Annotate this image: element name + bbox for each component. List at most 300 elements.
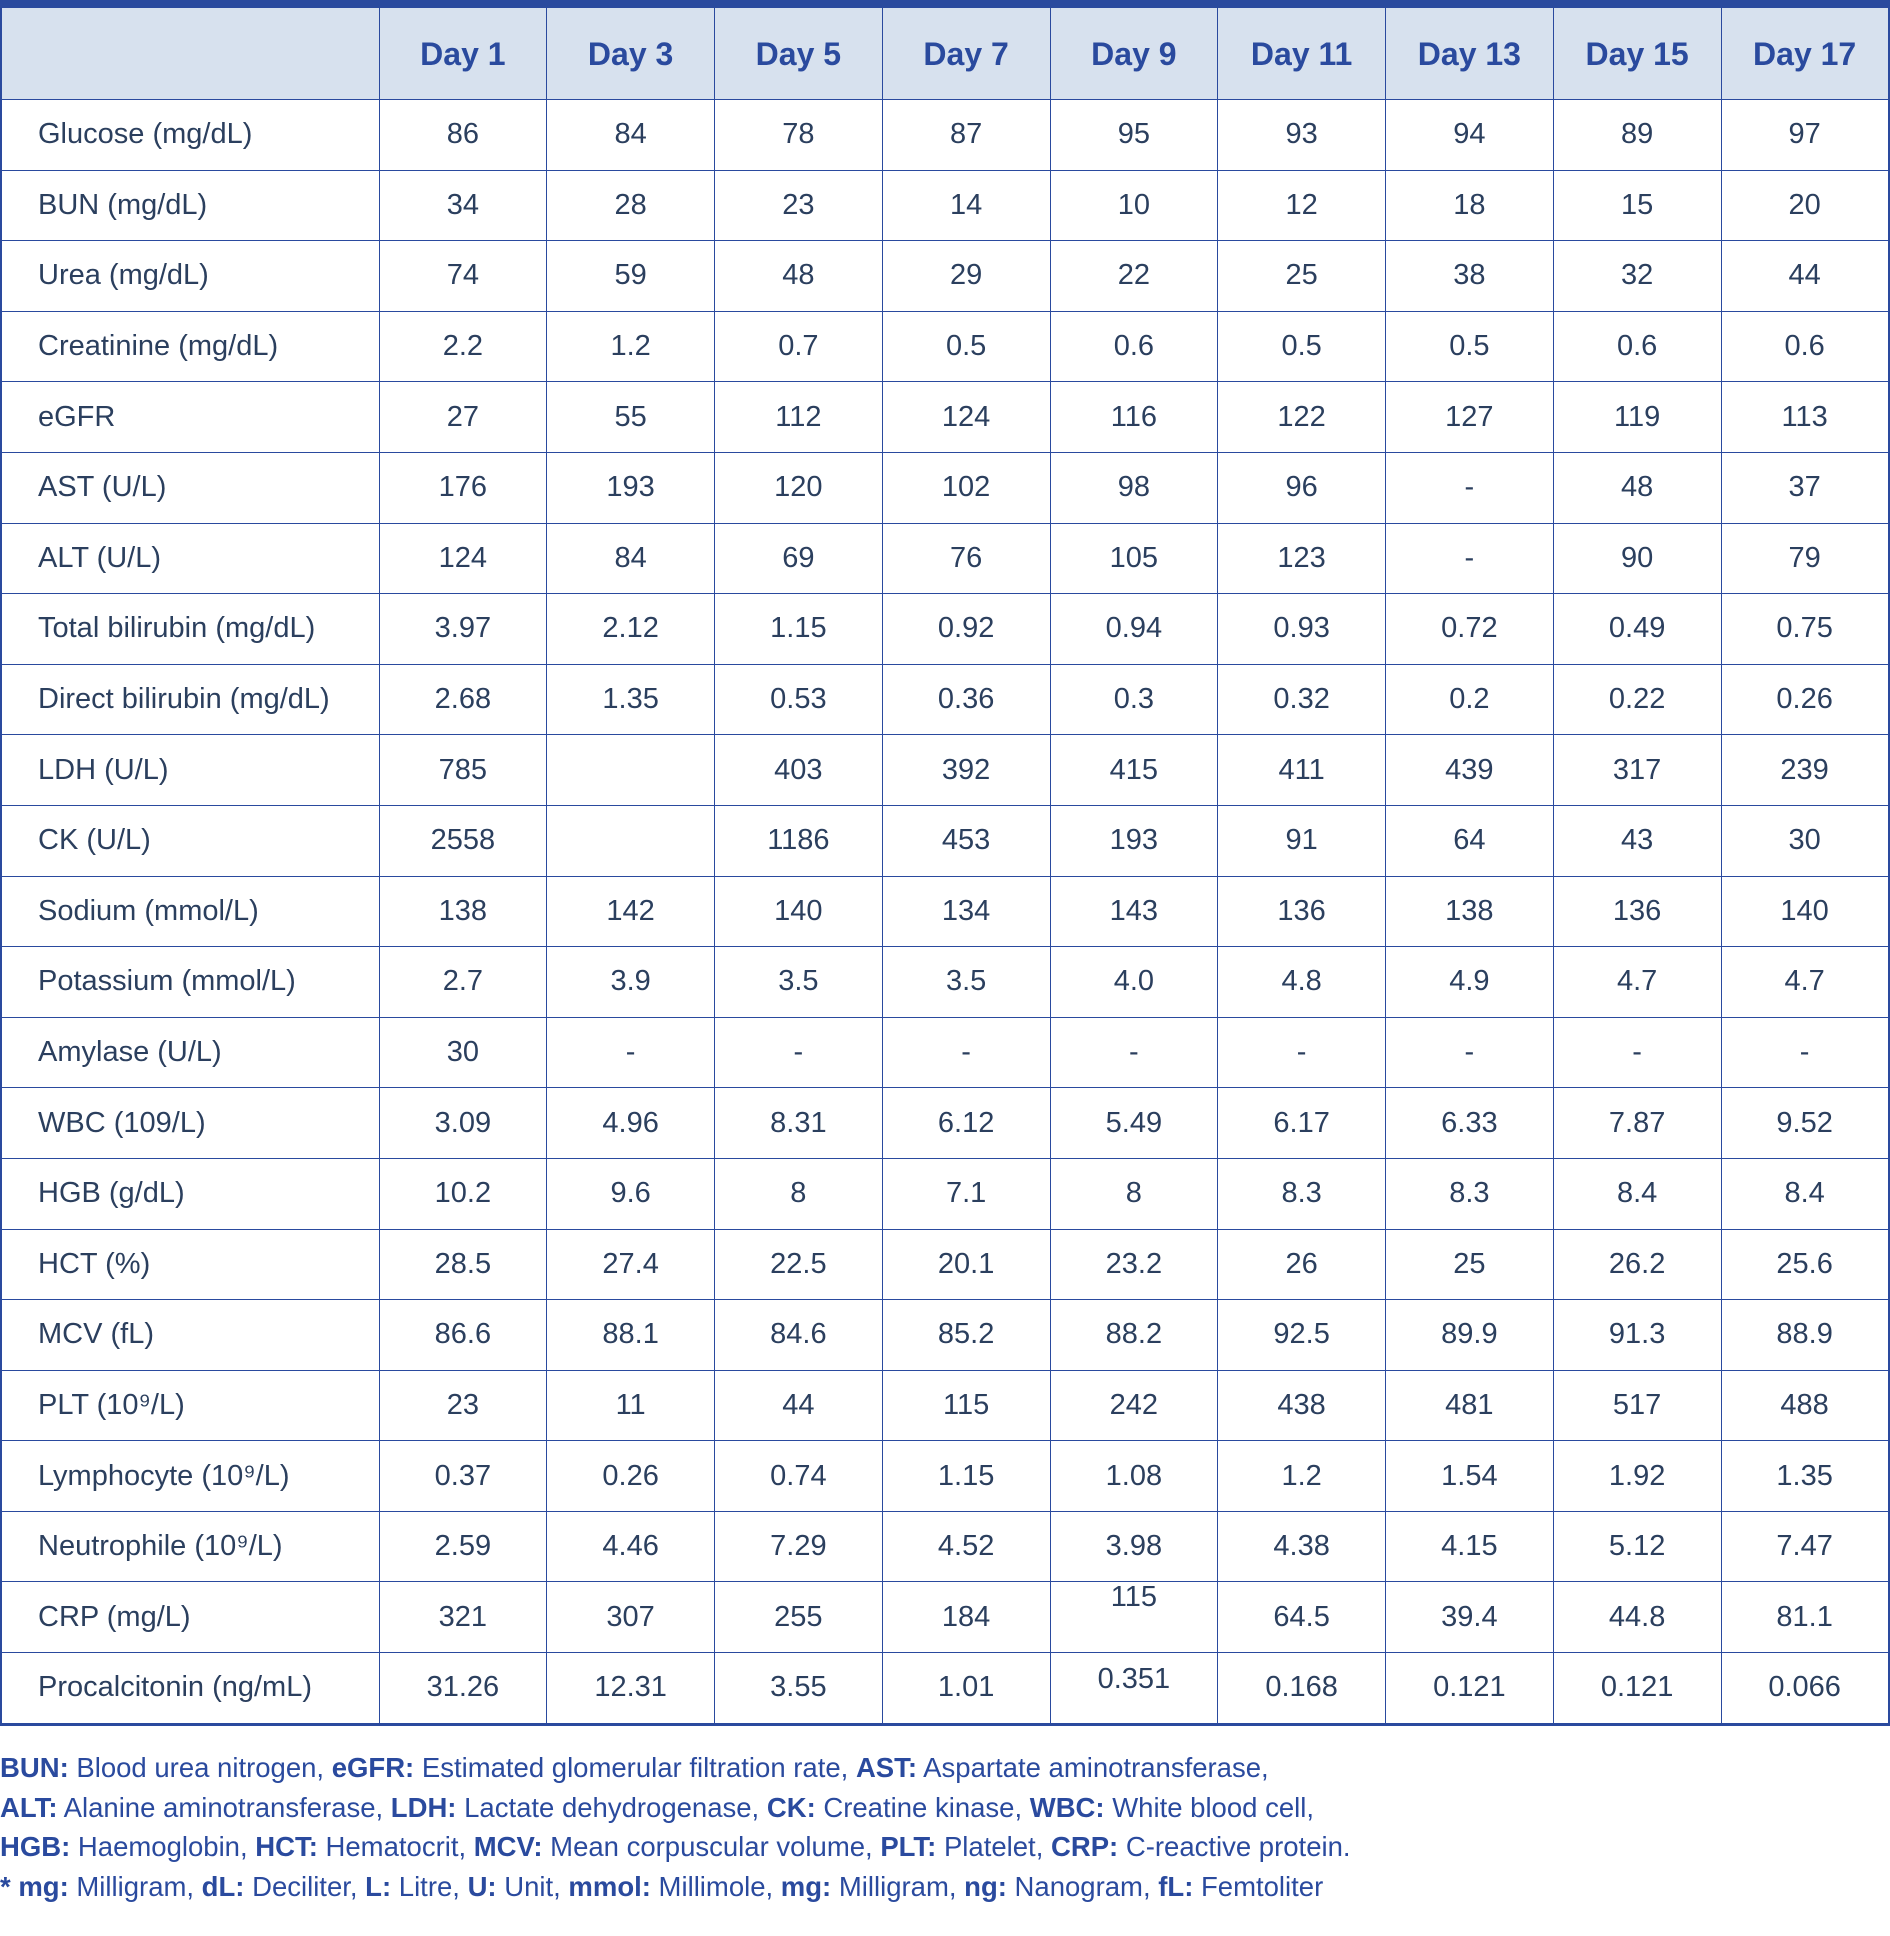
footnote-definition: Platelet, [936,1831,1051,1862]
table-cell [715,735,883,806]
table-cell [882,1370,1050,1441]
cell-value: 7.1 [945,1177,987,1210]
table-cell [1050,241,1218,312]
table-cell [1721,1017,1889,1088]
cell-value: 0.6 [1616,330,1658,363]
footnote-definition: Milligram, [68,1870,202,1902]
table-cell [547,1017,715,1088]
cell-value: 22 [1117,259,1150,292]
table-cell [547,1653,715,1725]
header-cell-day: Day 11 [1218,4,1386,100]
table-cell [547,1441,715,1512]
cell-value: 122 [1277,400,1326,433]
cell-value: 0.121 [1600,1671,1674,1704]
cell-value: 112 [775,400,822,433]
table-cell [1050,664,1218,735]
table-row [1,311,1889,382]
cell-value: 76 [949,541,983,574]
footnote-definition: Alanine aminotransferase, [57,1791,391,1823]
table-row [1,735,1889,806]
table-cell [1721,805,1889,876]
footnote-definition: Lactate dehydrogenase, [456,1791,767,1823]
table-cell [882,170,1050,241]
table-cell [882,311,1050,382]
footnote-line [0,1867,1880,1907]
footnote-line [0,1827,1880,1867]
cell-value: 0.3 [1113,683,1155,716]
table-cell [547,1300,715,1371]
cell-value: 84 [614,541,647,574]
table-cell [882,805,1050,876]
cell-value: 1.08 [1105,1459,1163,1492]
cell-value: 1.35 [602,683,659,716]
table-cell [1050,594,1218,665]
table-cell [1050,311,1218,382]
table-cell [1050,100,1218,171]
table-cell [1050,1229,1218,1300]
table-cell [882,100,1050,171]
cell-value: 10 [1117,188,1150,221]
footnote-definition: Estimated glomerular filtration rate, [414,1752,856,1783]
table-row [1,241,1889,312]
table-cell [1386,1017,1554,1088]
cell-value: 9.6 [610,1177,651,1210]
table-cell [882,241,1050,312]
cell-value: 0.75 [1776,612,1833,645]
cell-value: 28.5 [434,1247,492,1280]
cell-value: 3.97 [434,612,492,645]
cell-value: 5.49 [1105,1106,1163,1139]
table-cell [715,311,883,382]
cell-value: 98 [1117,471,1150,504]
cell-value: 0.6 [1784,330,1825,363]
cell-value: 403 [774,753,823,786]
cell-value: 92.5 [1273,1318,1330,1351]
table-cell [1721,1088,1889,1159]
cell-value: 15 [1620,188,1654,221]
table-cell [882,1441,1050,1512]
cell-value: 26 [1285,1247,1318,1280]
table-cell [1386,1229,1554,1300]
cell-value: 8.31 [770,1106,827,1139]
cell-value: 44 [1788,259,1821,292]
cell-value: 3.09 [434,1106,492,1139]
table-cell [1721,1441,1889,1512]
footnote-abbreviation: ng: [964,1870,1007,1902]
cell-value: 55 [614,400,647,433]
cell-value: 37 [1788,471,1821,504]
table-cell [1721,1370,1889,1441]
cell-value: 44 [782,1388,815,1421]
cell-value: 193 [606,471,655,504]
table-cell [547,382,715,453]
table-cell [1386,452,1554,523]
footnote-abbreviation: HCT: [255,1831,318,1862]
cell-value: 0.36 [937,683,995,716]
cell-value: 32 [1620,259,1654,292]
table-cell [715,523,883,594]
table-cell [715,382,883,453]
cell-value: 4.15 [1441,1530,1498,1563]
header-cell-day: Day 13 [1386,4,1554,100]
table-cell [547,241,715,312]
header-cell-day: Day 15 [1553,4,1721,100]
cell-value: 44.8 [1608,1600,1666,1633]
cell-value: 105 [1109,541,1159,574]
cell-value: 411 [1278,753,1325,786]
cell-value: 7.29 [770,1530,827,1563]
table-row [1,1300,1889,1371]
row-label: Lymphocyte (10⁹/L) [1,1441,379,1512]
table-cell [1386,735,1554,806]
table-cell [1721,594,1889,665]
cell-value: 0.26 [1776,683,1833,716]
table-cell [1553,100,1721,171]
cell-value: 87 [949,118,983,151]
cell-value: - [1464,471,1475,504]
cell-value: 25 [1453,1247,1486,1280]
table-cell [379,1300,547,1371]
row-label: Sodium (mmol/L) [1,876,379,947]
footnote-definition: Blood urea nitrogen, [68,1752,332,1783]
table-body [1,100,1889,1725]
cell-value: 0.168 [1265,1671,1338,1704]
table-row [1,876,1889,947]
table-cell [1553,805,1721,876]
cell-value: 321 [438,1600,488,1633]
table-cell [1553,1582,1721,1653]
cell-value: 2.2 [442,330,484,363]
table-cell [1218,805,1386,876]
header-cell-day: Day 3 [547,4,715,100]
table-cell [715,1653,883,1725]
cell-value: 0.121 [1433,1671,1506,1704]
cell-value: 239 [1780,753,1829,786]
table-cell [1218,1229,1386,1300]
table-cell [1553,170,1721,241]
cell-value: 4.46 [602,1530,659,1563]
cell-value: 3.55 [770,1671,827,1704]
cell-value: 2558 [430,824,496,857]
table-cell [1218,382,1386,453]
cell-value: 64.5 [1273,1600,1330,1633]
cell-value: 4.38 [1273,1530,1330,1563]
table-cell [379,1582,547,1653]
table-cell [1218,1017,1386,1088]
table-cell [379,1158,547,1229]
row-label: PLT (10⁹/L) [1,1370,379,1441]
table-cell [715,1441,883,1512]
table-cell [882,1158,1050,1229]
cell-value: 5.12 [1608,1530,1666,1563]
table-cell [1218,170,1386,241]
footnote-abbreviation: MCV: [473,1831,543,1862]
cell-value: 6.33 [1441,1106,1498,1139]
cell-value: 31.26 [426,1671,500,1704]
cell-value: 0.49 [1608,612,1666,645]
table-cell [1218,311,1386,382]
table-cell [1386,382,1554,453]
table-cell [715,170,883,241]
table-row [1,1229,1889,1300]
footnote-abbreviation: AST: [855,1752,918,1783]
table-cell [1218,1158,1386,1229]
footnote-definition: Nanogram, [1006,1870,1159,1902]
table-cell [1050,170,1218,241]
table-cell [1386,170,1554,241]
footnote-abbreviation: L: [365,1870,392,1902]
table-cell [1721,664,1889,735]
cell-value: 138 [1445,894,1494,927]
table-row [1,664,1889,735]
footnote-abbreviation: mmol: [568,1870,651,1902]
cell-value: 1.01 [937,1671,995,1704]
cell-value: 38 [1453,259,1486,292]
cell-value: 9.52 [1776,1106,1833,1139]
cell-value: 0.92 [937,612,995,645]
table-cell [882,664,1050,735]
cell-value: 0.37 [434,1459,492,1492]
table-cell [882,594,1050,665]
table-cell [882,523,1050,594]
table-row [1,170,1889,241]
cell-value: 138 [438,894,488,927]
table-cell [547,805,715,876]
table-cell [1386,100,1554,171]
table-cell [882,1511,1050,1582]
row-label: Creatinine (mg/dL) [1,311,379,382]
row-label: Glucose (mg/dL) [1,100,379,171]
table-cell [1721,1300,1889,1371]
table-row [1,1511,1889,1582]
footnote-abbreviation: CRP: [1050,1831,1119,1862]
header-cell-day: Day 1 [379,4,547,100]
table-cell [379,947,547,1018]
cell-value: 242 [1109,1388,1159,1421]
cell-value: 0.93 [1273,612,1330,645]
cell-value: 34 [446,188,479,221]
cell-value: 1.15 [770,612,827,645]
cell-value: 7.47 [1776,1530,1833,1563]
footnote-definition: Litre, [391,1870,468,1902]
cell-value: 96 [1285,471,1318,504]
table-cell [547,311,715,382]
table-cell [1386,311,1554,382]
table-footnotes [0,1748,1880,1906]
cell-value: 307 [606,1600,655,1633]
table-cell [1386,1158,1554,1229]
header-cell-parameter [1,4,379,100]
table-cell [379,100,547,171]
table-cell [882,452,1050,523]
footnote-definition: Mean corpuscular volume, [542,1831,881,1862]
table-cell [1721,241,1889,312]
table-cell [1553,1370,1721,1441]
cell-value: 88.9 [1776,1318,1833,1351]
cell-value: 12.31 [594,1671,667,1704]
table-cell [882,1582,1050,1653]
cell-value: 124 [941,400,991,433]
cell-value: 0.53 [770,683,827,716]
table-cell [379,876,547,947]
table-row [1,805,1889,876]
table-row [1,1158,1889,1229]
table-cell [882,1017,1050,1088]
cell-value: 115 [943,1388,990,1421]
table-cell [547,664,715,735]
table-cell [1553,1300,1721,1371]
table-cell [547,1582,715,1653]
table-cell [1050,1653,1218,1725]
cell-value: 89.9 [1441,1318,1498,1351]
cell-value: 93 [1285,118,1318,151]
cell-value: 0.32 [1273,683,1330,716]
table-cell [547,735,715,806]
table-cell [1721,1582,1889,1653]
row-label: Neutrophile (10⁹/L) [1,1511,379,1582]
cell-value: 0.5 [945,330,987,363]
cell-value: 86 [446,118,479,151]
cell-value: 43 [1620,824,1654,857]
cell-value: - [1129,1036,1139,1069]
cell-value: 20.1 [937,1247,995,1280]
table-cell [1553,1511,1721,1582]
footnote-abbreviation: eGFR: [331,1752,415,1783]
table-cell [1050,735,1218,806]
cell-value: 4.0 [1113,965,1155,998]
cell-value: 4.96 [602,1106,659,1139]
table-cell [882,1088,1050,1159]
table-cell [379,170,547,241]
footnote-line [0,1788,1880,1828]
footnote-definition: Deciliter, [244,1870,366,1902]
cell-value: 23 [782,188,815,221]
table-cell [1218,1088,1386,1159]
cell-value: 415 [1109,753,1159,786]
table-cell [715,452,883,523]
table-cell [882,1300,1050,1371]
table-cell [1386,1370,1554,1441]
cell-value: 39.4 [1441,1600,1498,1633]
table-cell [715,1370,883,1441]
cell-value: 91.3 [1608,1318,1666,1351]
table-cell [1553,311,1721,382]
table-cell [1218,876,1386,947]
cell-value: 1186 [767,824,830,857]
table-cell [1721,876,1889,947]
cell-value: 140 [1780,894,1829,927]
cell-value: 517 [1612,1388,1662,1421]
cell-value: 102 [941,471,991,504]
cell-value: 86.6 [434,1318,492,1351]
cell-value: 95 [1117,118,1150,151]
table-cell [715,594,883,665]
table-cell [1050,1088,1218,1159]
footnote-abbreviation: fL: [1158,1870,1194,1902]
cell-value: 0.6 [1113,330,1155,363]
table-cell [715,1229,883,1300]
cell-value: 25 [1285,259,1318,292]
cell-value: 10.2 [434,1177,492,1210]
table-cell [1721,1511,1889,1582]
table-cell [1553,947,1721,1018]
footnote-abbreviation: mg: [780,1870,832,1902]
table-cell [379,1653,547,1725]
cell-value: 392 [941,753,991,786]
table-cell [1218,1653,1386,1725]
cell-value: 1.54 [1441,1459,1498,1492]
cell-value: 90 [1620,541,1654,574]
table-cell [1050,1017,1218,1088]
header-cell-day: Day 7 [882,4,1050,100]
cell-value: 0.2 [1449,683,1490,716]
table-cell [1721,947,1889,1018]
cell-value: 3.9 [610,965,651,998]
cell-value: 184 [941,1600,991,1633]
footnote-definition: White blood cell, [1104,1791,1314,1823]
cell-value: - [1632,1036,1642,1069]
cell-value: 20 [1788,188,1821,221]
cell-value: 0.351 [1097,1663,1171,1696]
table-row [1,1653,1889,1725]
row-label: WBC (109/L) [1,1088,379,1159]
table-cell [715,664,883,735]
table-cell [1218,452,1386,523]
cell-value: 438 [1277,1388,1326,1421]
cell-value: 6.17 [1273,1106,1330,1139]
table-cell [1553,452,1721,523]
table-cell [1218,947,1386,1018]
table-cell [1386,1088,1554,1159]
table-row [1,382,1889,453]
row-label: LDH (U/L) [1,735,379,806]
table-cell [1050,1300,1218,1371]
table-cell [379,594,547,665]
table-cell [715,1511,883,1582]
row-label: CRP (mg/L) [1,1582,379,1653]
cell-value: 0.26 [602,1459,659,1492]
table-cell [379,1229,547,1300]
cell-value: 2.7 [442,965,484,998]
row-label: Direct bilirubin (mg/dL) [1,664,379,735]
cell-value: 0.066 [1768,1671,1841,1704]
table-row [1,1370,1889,1441]
table-cell [715,1017,883,1088]
footnote-definition: Aspartate aminotransferase, [917,1752,1269,1783]
table-cell [1218,1370,1386,1441]
table-cell [882,382,1050,453]
cell-value: 176 [438,471,488,504]
table-cell [379,1088,547,1159]
cell-value: 8 [1125,1177,1142,1210]
table-cell [379,1441,547,1512]
cell-value: 0.72 [1441,612,1498,645]
table-cell [379,241,547,312]
table-cell [1050,382,1218,453]
table-cell [882,947,1050,1018]
cell-value: 8 [790,1177,807,1210]
cell-value: 8.4 [1616,1177,1658,1210]
cell-value: 115 [1110,1580,1157,1613]
footnote-abbreviation: HGB: [0,1831,71,1862]
cell-value: 0.22 [1608,683,1666,716]
table-cell [1721,735,1889,806]
cell-value: 785 [438,753,488,786]
table-cell [1050,1582,1218,1653]
table-cell [379,1511,547,1582]
cell-value: 78 [782,118,815,151]
table-row [1,947,1889,1018]
